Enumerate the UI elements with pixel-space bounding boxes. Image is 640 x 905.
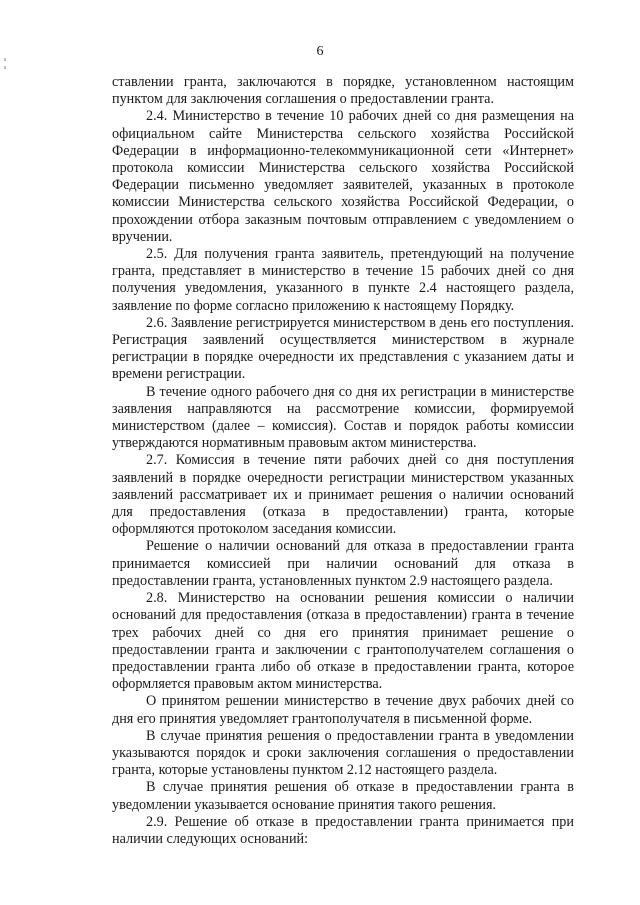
margin-mark <box>4 66 6 69</box>
paragraph-2-8: 2.8. Министерство на основании решения комиссии о наличии оснований для предоставления (отказа в предоставлении) гранта в течение трех рабочих дней со дня его принятия принимает решение о предоставлении гранта и заключении с грантополучателем соглашения о предоставлении гранта либо об отказе в предоставлении гранта, которое оформляется правовым актом министерства. <box>112 590 574 693</box>
paragraph-2-7-refusal: Решение о наличии оснований для отказа в предоставлении гранта принимается комиссией при наличии оснований для отказа в предоставлении гранта, установленных пунктом 2.9 настоящего раздела. <box>112 538 574 589</box>
paragraph-2-8-grant: В случае принятия решения о предоставлении гранта в уведомлении указываются порядок и сроки заключения соглашения о предоставлении гранта, которые установлены пунктом 2.12 настоящего раздела. <box>112 727 574 779</box>
paragraph-2-9: 2.9. Решение об отказе в предоставлении гранта принимается при наличии следующих оснований: <box>112 813 574 847</box>
paragraph-2-8-refusal: В случае принятия решения об отказе в предоставлении гранта в уведомлении указывается основание принятия такого решения. <box>112 779 574 813</box>
paragraph-continuation: ставлении гранта, заключаются в порядке, установленном настоящим пунктом для заключения соглашения о предоставлении гранта. <box>112 74 574 108</box>
paragraph-2-7: 2.7. Комиссия в течение пяти рабочих дней со дня поступления заявлений в порядке очередности регистрации министерством указанных заявлений рассматривает их и принимает решения о наличии оснований для предоставления (отказа в предоставлении) гранта, которые оформляются протоколом заседания комиссии. <box>112 452 574 538</box>
document-body <box>112 74 574 848</box>
paragraph-2-5: 2.5. Для получения гранта заявитель, претендующий на получение гранта, представляет в министерство в течение 15 рабочих дней со дня получения уведомления, указанного в пункте 2.4 настоящего раздела, заявление по форме согласно приложению к настоящему Порядку. <box>112 246 574 314</box>
paragraph-2-6: 2.6. Заявление регистрируется министерством в день его поступления. Регистрация заявлений осуществляется министерством в журнале регистрации в порядке очередности их представления с указанием даты и времени регистрации. <box>112 314 574 383</box>
paragraph-2-8-notice: О принятом решении министерство в течение двух рабочих дней со дня его принятия уведомляет грантополучателя в письменной форме. <box>112 693 574 727</box>
page-number: 6 <box>316 44 324 59</box>
paragraph-2-6-review: В течение одного рабочего дня со дня их регистрации в министерстве заявления направляются на рассмотрение комиссии, формируемой министерством (далее – комиссия). Состав и порядок работы комиссии утверждаются нормативным правовым актом министерства. <box>112 383 574 452</box>
paragraph-2-4: 2.4. Министерство в течение 10 рабочих дней со дня размещения на официальном сайте Министерства сельского хозяйства Российской Федерации в информационно-телекоммуникационной сети «Интернет» протокола комиссии Министерства сельского хозяйства Российской Федерации письменно уведомляет заявителей, указанных в протоколе комиссии Министерства сельского хозяйства Российской Федерации, о прохождении отбора заказным почтовым отправлением с уведомлением о вручении. <box>112 108 574 245</box>
